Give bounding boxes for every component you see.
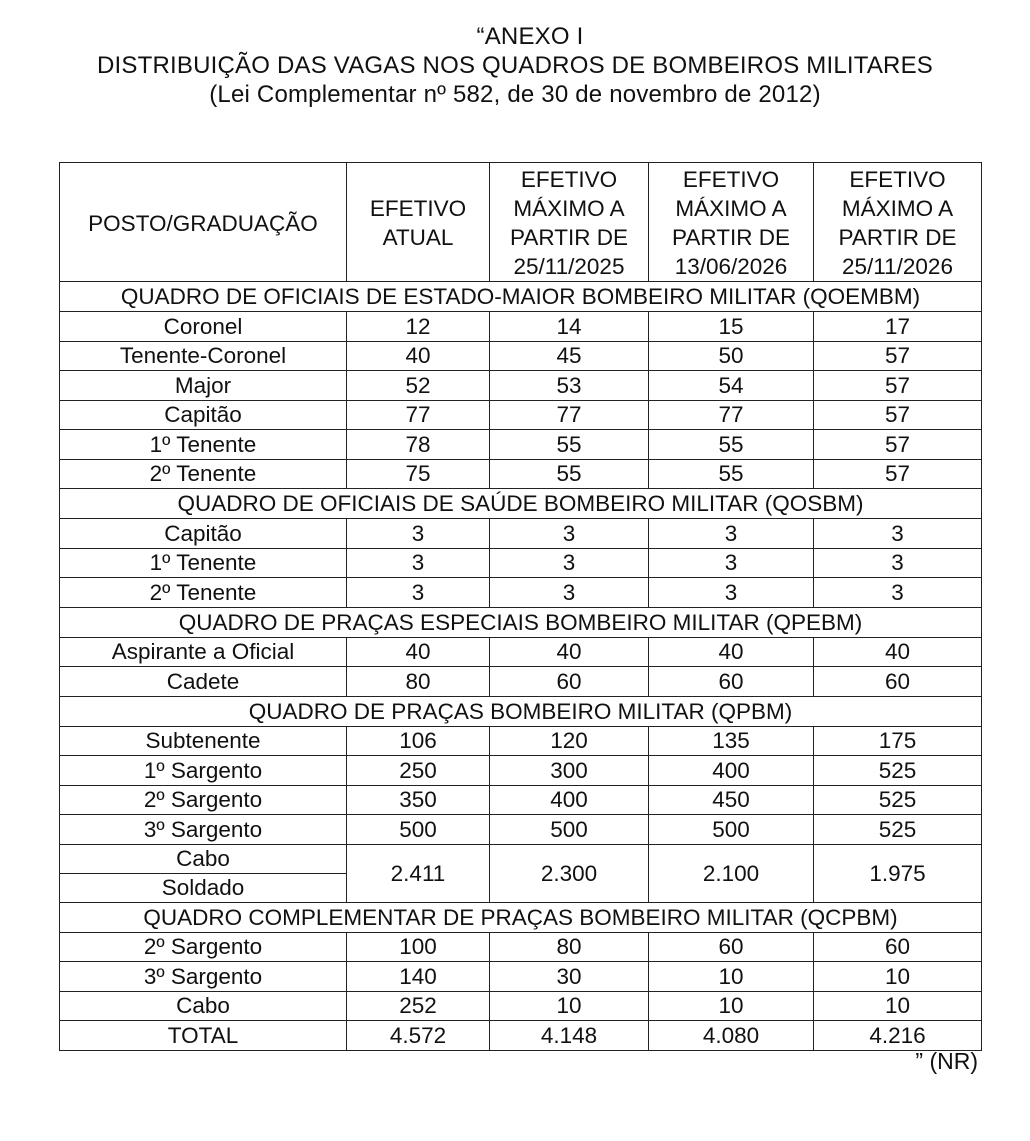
merged-value-cell: 1.975 <box>814 844 982 902</box>
value-cell: 120 <box>490 726 649 756</box>
rank-cell: Major <box>60 371 347 401</box>
rank-cell: Cabo <box>60 844 347 873</box>
value-cell: 40 <box>347 341 490 371</box>
value-cell: 140 <box>347 962 490 992</box>
merged-value-cell: 2.300 <box>490 844 649 902</box>
vacancy-distribution-table <box>59 162 982 1051</box>
value-cell: 3 <box>649 578 814 608</box>
column-header-max-2025 <box>490 163 649 282</box>
value-cell: 175 <box>814 726 982 756</box>
value-cell: 10 <box>814 991 982 1021</box>
value-cell: 30 <box>490 962 649 992</box>
table-row <box>60 726 982 756</box>
rank-cell: Coronel <box>60 312 347 342</box>
value-cell: 15 <box>649 312 814 342</box>
value-cell: 60 <box>814 667 982 697</box>
value-cell: 14 <box>490 312 649 342</box>
section-header-qcpbm <box>60 902 982 932</box>
header-line: EFETIVO <box>682 167 780 192</box>
section-title: QUADRO COMPLEMENTAR DE PRAÇAS BOMBEIRO MILITAR (QCPBM) <box>60 902 982 932</box>
value-cell: 400 <box>649 756 814 786</box>
value-cell: 53 <box>490 371 649 401</box>
total-value-cell: 4.080 <box>649 1021 814 1051</box>
total-value-cell: 4.572 <box>347 1021 490 1051</box>
total-value-cell: 4.148 <box>490 1021 649 1051</box>
table-row <box>60 548 982 578</box>
value-cell: 77 <box>490 400 649 430</box>
value-cell: 17 <box>814 312 982 342</box>
header-line: MÁXIMO A <box>675 196 787 221</box>
value-cell: 400 <box>490 785 649 815</box>
value-cell: 55 <box>490 459 649 489</box>
value-cell: 3 <box>814 578 982 608</box>
section-title: QUADRO DE PRAÇAS ESPECIAIS BOMBEIRO MILITAR (QPEBM) <box>60 607 982 637</box>
value-cell: 57 <box>814 459 982 489</box>
value-cell: 3 <box>649 519 814 549</box>
value-cell: 3 <box>347 519 490 549</box>
rank-cell: 3º Sargento <box>60 962 347 992</box>
value-cell: 3 <box>490 519 649 549</box>
table-row <box>60 962 982 992</box>
value-cell: 55 <box>649 459 814 489</box>
column-header-max-jun-2026 <box>649 163 814 282</box>
table-row <box>60 667 982 697</box>
total-value-cell: 4.216 <box>814 1021 982 1051</box>
value-cell: 45 <box>490 341 649 371</box>
rank-cell: Aspirante a Oficial <box>60 637 347 667</box>
value-cell: 60 <box>490 667 649 697</box>
value-cell: 3 <box>649 548 814 578</box>
column-header-efetivo-atual <box>347 163 490 282</box>
value-cell: 77 <box>347 400 490 430</box>
value-cell: 40 <box>490 637 649 667</box>
value-cell: 100 <box>347 932 490 962</box>
value-cell: 12 <box>347 312 490 342</box>
table-row <box>60 371 982 401</box>
rank-cell: 2º Sargento <box>60 932 347 962</box>
value-cell: 500 <box>347 815 490 845</box>
table-row-merged <box>60 844 982 873</box>
column-header-max-nov-2026 <box>814 163 982 282</box>
value-cell: 10 <box>649 962 814 992</box>
value-cell: 80 <box>347 667 490 697</box>
value-cell: 40 <box>649 637 814 667</box>
rank-cell: 3º Sargento <box>60 815 347 845</box>
value-cell: 50 <box>649 341 814 371</box>
value-cell: 40 <box>347 637 490 667</box>
value-cell: 60 <box>814 932 982 962</box>
section-title: QUADRO DE OFICIAIS DE SAÚDE BOMBEIRO MILITAR (QOSBM) <box>60 489 982 519</box>
table-row <box>60 400 982 430</box>
table-row <box>60 459 982 489</box>
rank-cell: Tenente-Coronel <box>60 341 347 371</box>
value-cell: 3 <box>347 578 490 608</box>
table-row <box>60 815 982 845</box>
header-line: 25/11/2026 <box>842 254 953 279</box>
document-header <box>0 22 1030 109</box>
table-row <box>60 430 982 460</box>
value-cell: 55 <box>490 430 649 460</box>
merged-value-cell: 2.411 <box>347 844 490 902</box>
header-line: PARTIR DE <box>672 225 790 250</box>
value-cell: 300 <box>490 756 649 786</box>
section-header-qoembm <box>60 282 982 312</box>
value-cell: 54 <box>649 371 814 401</box>
value-cell: 75 <box>347 459 490 489</box>
value-cell: 57 <box>814 371 982 401</box>
header-line: PARTIR DE <box>838 225 957 250</box>
rank-cell: Cadete <box>60 667 347 697</box>
rank-cell: 2º Tenente <box>60 578 347 608</box>
header-line: MÁXIMO A <box>513 196 625 221</box>
value-cell: 40 <box>814 637 982 667</box>
rank-cell: Cabo <box>60 991 347 1021</box>
value-cell: 80 <box>490 932 649 962</box>
value-cell: 3 <box>814 548 982 578</box>
value-cell: 3 <box>814 519 982 549</box>
annex-title: “ANEXO I <box>476 23 584 50</box>
section-header-qpbm <box>60 696 982 726</box>
header-line: 25/11/2025 <box>513 254 625 279</box>
table-row <box>60 756 982 786</box>
section-title: QUADRO DE PRAÇAS BOMBEIRO MILITAR (QPBM) <box>60 696 982 726</box>
header-line: EFETIVO <box>849 167 946 192</box>
law-reference: (Lei Complementar nº 582, de 30 de novembro de 2012) <box>209 81 821 108</box>
value-cell: 500 <box>490 815 649 845</box>
value-cell: 252 <box>347 991 490 1021</box>
table-row <box>60 519 982 549</box>
value-cell: 106 <box>347 726 490 756</box>
value-cell: 10 <box>490 991 649 1021</box>
section-title: QUADRO DE OFICIAIS DE ESTADO-MAIOR BOMBEIRO MILITAR (QOEMBM) <box>60 282 982 312</box>
rank-cell: 2º Sargento <box>60 785 347 815</box>
table-row <box>60 991 982 1021</box>
footer-note: ” (NR) <box>915 1048 978 1074</box>
header-line: EFETIVO <box>520 167 618 192</box>
value-cell: 57 <box>814 341 982 371</box>
table-row <box>60 578 982 608</box>
value-cell: 3 <box>490 548 649 578</box>
table-row <box>60 932 982 962</box>
value-cell: 3 <box>490 578 649 608</box>
value-cell: 57 <box>814 430 982 460</box>
header-line: MÁXIMO A <box>841 196 954 221</box>
value-cell: 10 <box>814 962 982 992</box>
total-row <box>60 1021 982 1051</box>
value-cell: 60 <box>649 667 814 697</box>
value-cell: 77 <box>649 400 814 430</box>
merged-value-cell: 2.100 <box>649 844 814 902</box>
section-header-qpebm <box>60 607 982 637</box>
rank-cell: Subtenente <box>60 726 347 756</box>
value-cell: 52 <box>347 371 490 401</box>
rank-cell: 1º Tenente <box>60 548 347 578</box>
table-row <box>60 341 982 371</box>
rank-cell: 1º Sargento <box>60 756 347 786</box>
value-cell: 135 <box>649 726 814 756</box>
value-cell: 525 <box>814 756 982 786</box>
value-cell: 525 <box>814 815 982 845</box>
value-cell: 57 <box>814 400 982 430</box>
value-cell: 525 <box>814 785 982 815</box>
value-cell: 78 <box>347 430 490 460</box>
rank-cell: Capitão <box>60 519 347 549</box>
value-cell: 250 <box>347 756 490 786</box>
table-row <box>60 785 982 815</box>
value-cell: 500 <box>649 815 814 845</box>
value-cell: 350 <box>347 785 490 815</box>
rank-cell: 1º Tenente <box>60 430 347 460</box>
rank-cell: Soldado <box>60 873 347 902</box>
value-cell: 60 <box>649 932 814 962</box>
rank-cell: Capitão <box>60 400 347 430</box>
value-cell: 10 <box>649 991 814 1021</box>
section-header-qosbm <box>60 489 982 519</box>
header-line: PARTIR DE <box>510 225 628 250</box>
table-row <box>60 312 982 342</box>
table-header-row <box>60 163 982 282</box>
header-line: ATUAL <box>382 225 454 250</box>
header-line: EFETIVO <box>369 196 467 221</box>
header-line: 13/06/2026 <box>674 254 788 279</box>
rank-cell: 2º Tenente <box>60 459 347 489</box>
table-row <box>60 637 982 667</box>
value-cell: 55 <box>649 430 814 460</box>
value-cell: 3 <box>347 548 490 578</box>
annex-subtitle: DISTRIBUIÇÃO DAS VAGAS NOS QUADROS DE BOMBEIROS MILITARES <box>97 52 933 79</box>
column-header-posto: POSTO/GRADUAÇÃO <box>60 163 347 282</box>
total-label: TOTAL <box>60 1021 347 1051</box>
value-cell: 450 <box>649 785 814 815</box>
